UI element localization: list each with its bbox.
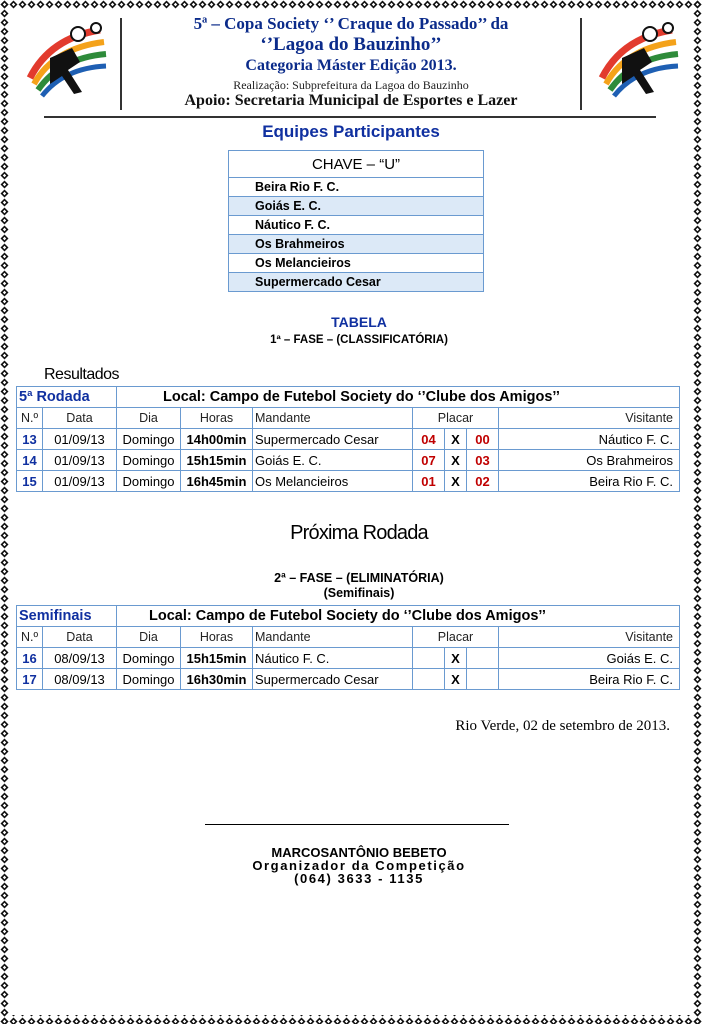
col-horas: Horas <box>181 627 253 648</box>
chave-title: CHAVE – “U” <box>229 151 484 178</box>
game-time: 15h15min <box>181 648 253 669</box>
game-away: Goiás E. C. <box>499 648 680 669</box>
local-label: Local: Campo de Futebol Society do ‘’Clube dos Amigos’’ <box>117 606 680 627</box>
game-date: 01/09/13 <box>43 450 117 471</box>
local-label: Local: Campo de Futebol Society do ‘’Clube dos Amigos’’ <box>117 387 680 408</box>
soccer-player-logo-right-icon <box>592 18 682 108</box>
col-placar: Placar <box>413 408 499 429</box>
game-home: Náutico F. C. <box>253 648 413 669</box>
fase-2-sub: (Semifinais) <box>323 586 395 600</box>
home-score <box>413 648 445 669</box>
equipes-title: Equipes Participantes <box>262 122 440 141</box>
col-dia: Dia <box>117 627 181 648</box>
signature-line <box>205 824 509 825</box>
versus-mark: X <box>445 450 467 471</box>
next-header-row <box>17 627 680 648</box>
col-dia: Dia <box>117 408 181 429</box>
game-day: Domingo <box>117 471 181 492</box>
game-time: 15h15min <box>181 450 253 471</box>
game-time: 16h30min <box>181 669 253 690</box>
fase-1-label: 1ª – FASE – (CLASSIFICATÓRIA) <box>270 334 448 346</box>
game-num: 17 <box>17 669 43 690</box>
col-visitante: Visitante <box>499 408 680 429</box>
signer-role: Organizador da Competição <box>252 858 466 873</box>
game-away: Beira Rio F. C. <box>499 471 680 492</box>
header-line-5: Apoio: Secretaria Municipal de Esportes e Lazer <box>184 92 518 109</box>
game-date: 08/09/13 <box>43 669 117 690</box>
next-round-table <box>16 605 680 690</box>
tabela-title: TABELA <box>331 314 387 330</box>
col-mandante: Mandante <box>253 408 413 429</box>
game-time: 14h00min <box>181 429 253 450</box>
game-day: Domingo <box>117 669 181 690</box>
versus-mark: X <box>445 429 467 450</box>
team-item: Náutico F. C. <box>229 216 484 235</box>
game-away: Náutico F. C. <box>499 429 680 450</box>
resultados-label: Resultados <box>44 366 120 383</box>
away-score <box>467 648 499 669</box>
header-divider-right <box>580 18 582 110</box>
game-home: Supermercado Cesar <box>253 429 413 450</box>
soccer-player-logo-icon <box>20 18 110 108</box>
col-placar: Placar <box>413 627 499 648</box>
round-label: 5ª Rodada <box>17 387 117 408</box>
versus-mark: X <box>445 471 467 492</box>
game-num: 13 <box>17 429 43 450</box>
table-row <box>17 471 680 492</box>
game-home: Os Melancieiros <box>253 471 413 492</box>
away-score <box>467 669 499 690</box>
away-score: 03 <box>467 450 499 471</box>
header-line-4: Realização: Subprefeitura da Lagoa do Bauzinho <box>233 78 469 92</box>
home-score: 04 <box>413 429 445 450</box>
team-item: Supermercado Cesar <box>229 273 484 292</box>
game-away: Beira Rio F. C. <box>499 669 680 690</box>
game-day: Domingo <box>117 648 181 669</box>
header-line-3: Categoria Máster Edição 2013. <box>245 57 457 74</box>
header-line-1: 5ª – Copa Society ‘’ Craque do Passado’’ da <box>193 14 509 33</box>
game-date: 08/09/13 <box>43 648 117 669</box>
game-num: 16 <box>17 648 43 669</box>
team-item: Os Melancieiros <box>229 254 484 273</box>
game-home: Supermercado Cesar <box>253 669 413 690</box>
document-date: Rio Verde, 02 de setembro de 2013. <box>455 718 670 734</box>
home-score <box>413 669 445 690</box>
col-num: N.º <box>17 408 43 429</box>
game-date: 01/09/13 <box>43 429 117 450</box>
header-rule <box>44 116 656 118</box>
fase-2-label <box>0 571 702 601</box>
document-header <box>20 14 682 114</box>
table-row <box>17 648 680 669</box>
game-num: 15 <box>17 471 43 492</box>
team-item: Goiás E. C. <box>229 197 484 216</box>
away-score: 02 <box>467 471 499 492</box>
game-home: Goiás E. C. <box>253 450 413 471</box>
col-data: Data <box>43 408 117 429</box>
game-day: Domingo <box>117 450 181 471</box>
signer-phone: (064) 3633 - 1135 <box>294 871 424 886</box>
chave-table <box>228 150 484 292</box>
proxima-rodada-title: Próxima Rodada <box>290 522 428 544</box>
game-day: Domingo <box>117 429 181 450</box>
col-num: N.º <box>17 627 43 648</box>
fase-2-title: 2ª – FASE – (ELIMINATÓRIA) <box>274 571 444 585</box>
round-label: Semifinais <box>17 606 117 627</box>
versus-mark: X <box>445 648 467 669</box>
team-item: Os Brahmeiros <box>229 235 484 254</box>
header-divider-left <box>120 18 122 110</box>
home-score: 01 <box>413 471 445 492</box>
game-num: 14 <box>17 450 43 471</box>
signature-block <box>0 846 702 885</box>
game-time: 16h45min <box>181 471 253 492</box>
game-date: 01/09/13 <box>43 471 117 492</box>
col-horas: Horas <box>181 408 253 429</box>
header-line-2: ‘’Lagoa do Bauzinho’’ <box>260 34 442 55</box>
game-away: Os Brahmeiros <box>499 450 680 471</box>
col-mandante: Mandante <box>253 627 413 648</box>
team-item: Beira Rio F. C. <box>229 178 484 197</box>
results-header-row <box>17 408 680 429</box>
signer-name: MARCOSANTÔNIO BEBETO <box>271 845 447 860</box>
table-row <box>17 450 680 471</box>
results-table <box>16 386 680 492</box>
versus-mark: X <box>445 669 467 690</box>
table-row <box>17 429 680 450</box>
away-score: 00 <box>467 429 499 450</box>
home-score: 07 <box>413 450 445 471</box>
col-data: Data <box>43 627 117 648</box>
col-visitante: Visitante <box>499 627 680 648</box>
table-row <box>17 669 680 690</box>
